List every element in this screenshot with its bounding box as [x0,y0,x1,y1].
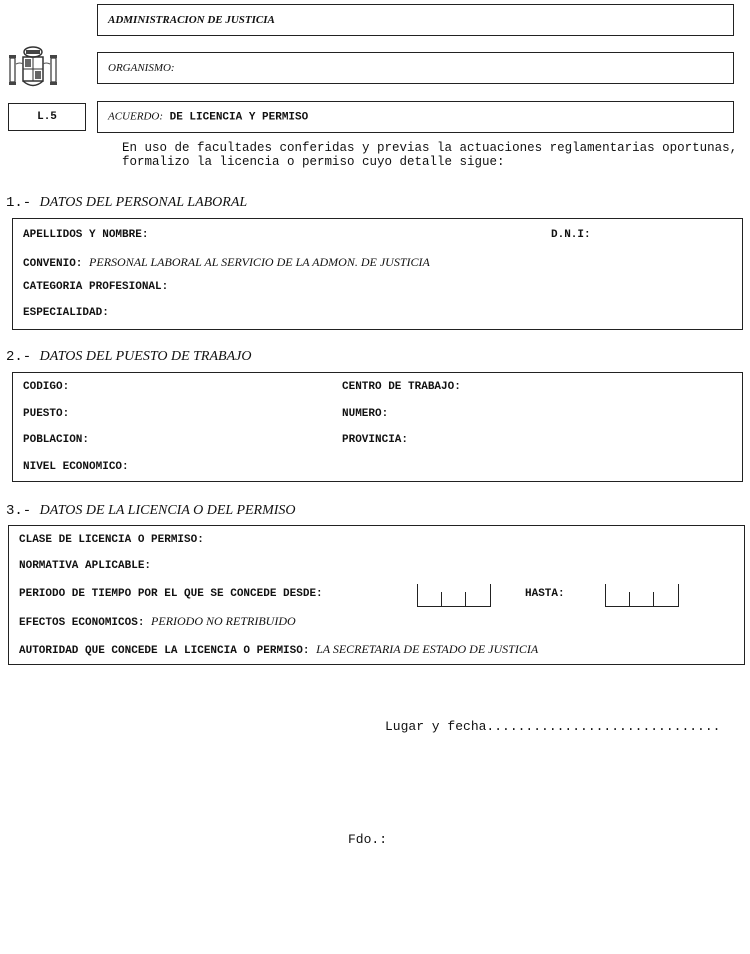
agreement-line [108,111,308,124]
centro-field: CENTRO DE TRABAJO: [342,381,461,393]
intro-text [122,141,748,169]
hasta-date-boxes[interactable] [605,584,679,607]
section3-name: DATOS DE LA LICENCIA O DEL PERMISO [39,503,296,518]
categoria-field: CATEGORIA PROFESIONAL: [23,281,169,293]
section1-number: 1.- [6,195,32,211]
convenio-label: CONVENIO: [23,258,83,270]
poblacion-field: POBLACION: [23,434,90,446]
organism-field: ORGANISMO: [108,62,175,74]
autoridad-label: AUTORIDAD QUE CONCEDE LA LICENCIA O PERMISO: [19,645,310,657]
normativa-field: NORMATIVA APLICABLE: [19,560,152,572]
section3-panel [8,525,745,665]
agreement-label: ACUERDO: [108,110,163,123]
agreement-box [97,101,734,133]
section2-number: 2.- [6,349,32,365]
autoridad-value: LA SECRETARIA DE ESTADO DE JUSTICIA [316,642,539,656]
administration-box [97,4,734,36]
form-code-label: L.5 [37,111,57,123]
section2-name: DATOS DEL PUESTO DE TRABAJO [39,349,252,364]
form-code [8,103,86,131]
efectos-value: PERIODO NO RETRIBUIDO [151,614,296,628]
convenio-value: PERSONAL LABORAL AL SERVICIO DE LA ADMON. DE JUSTICIA [89,255,430,269]
hasta-field: HASTA: [525,588,565,600]
signature-line: Fdo.: [348,832,388,847]
convenio-field [23,255,430,270]
numero-field: NUMERO: [342,408,389,420]
intro-line-1: En uso de facultades conferidas y previas la actuaciones reglamentarias oportunas, [122,141,738,155]
organism-box [97,52,734,84]
section1-panel [12,218,743,330]
periodo-field: PERIODO DE TIEMPO POR EL QUE SE CONCEDE DESDE: [19,588,323,600]
clase-field: CLASE DE LICENCIA O PERMISO: [19,534,204,546]
place-date-line: Lugar y fecha.............................. [385,719,721,734]
section3-title [6,503,296,519]
intro-line-2: formalizo la licencia o permiso cuyo detalle sigue: [122,155,505,169]
section3-number: 3.- [6,503,32,519]
autoridad-field [19,642,538,657]
dni-field: D.N.I: [551,229,591,241]
desde-date-boxes[interactable] [417,584,491,607]
codigo-field: CODIGO: [23,381,70,393]
section1-title [6,195,247,211]
puesto-field: PUESTO: [23,408,70,420]
especialidad-field: ESPECIALIDAD: [23,307,109,319]
apellidos-field: APELLIDOS Y NOMBRE: [23,229,149,241]
provincia-field: PROVINCIA: [342,434,409,446]
section2-panel [12,372,743,482]
nivel-field: NIVEL ECONOMICO: [23,461,129,473]
efectos-label: EFECTOS ECONOMICOS: [19,617,145,629]
efectos-field [19,614,296,629]
section1-name: DATOS DEL PERSONAL LABORAL [39,195,248,210]
administration-title: ADMINISTRACION DE JUSTICIA [108,14,275,26]
coat-of-arms-icon [6,42,60,96]
section2-title [6,349,251,365]
agreement-value: DE LICENCIA Y PERMISO [169,111,309,124]
